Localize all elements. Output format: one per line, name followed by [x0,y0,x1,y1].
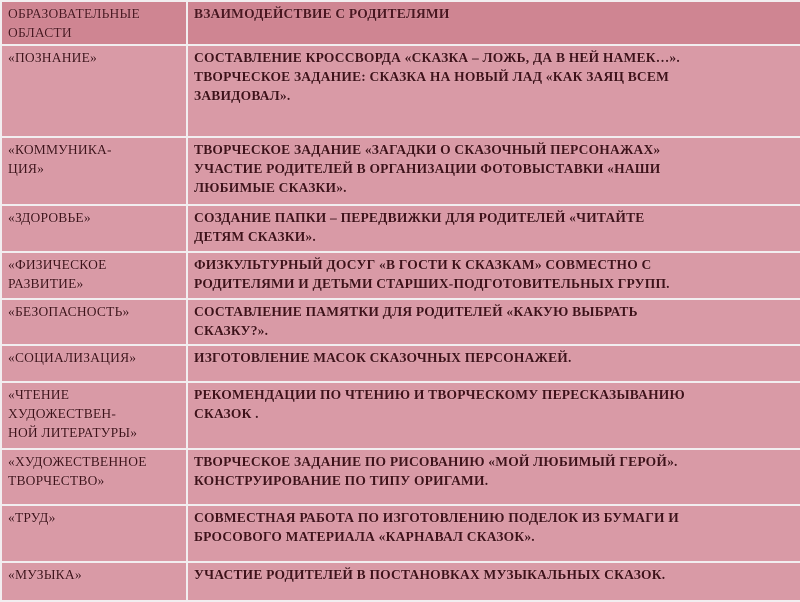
table-row [1,449,800,505]
area-line: РАЗВИТИЕ» [8,276,84,291]
activity-cell [187,382,800,449]
table-row [1,137,800,205]
table-row [1,562,800,601]
area-cell [1,205,187,252]
activity-line: РОДИТЕЛЯМИ И ДЕТЬМИ СТАРШИХ-ПОДГОТОВИТЕЛЬНЫХ ГРУПП. [194,276,670,291]
area-line: «КОММУНИКА- [8,142,112,157]
area-cell [1,299,187,345]
activity-cell [187,345,800,382]
header-parents-cell [187,1,800,45]
table-row [1,45,800,137]
area-line: ХУДОЖЕСТВЕН- [8,406,117,421]
area-cell [1,345,187,382]
activity-line: УЧАСТИЕ РОДИТЕЛЕЙ В ПОСТАНОВКАХ МУЗЫКАЛЬНЫХ СКАЗОК. [194,567,666,582]
area-line: ЦИЯ» [8,161,45,176]
activity-cell [187,205,800,252]
activity-line: СОВМЕСТНАЯ РАБОТА ПО ИЗГОТОВЛЕНИЮ ПОДЕЛОК ИЗ БУМАГИ И [194,510,679,525]
area-cell [1,45,187,137]
activity-line: ТВОРЧЕСКОЕ ЗАДАНИЕ «ЗАГАДКИ О СКАЗОЧНЫЙ ПЕРСОНАЖАХ» [194,142,661,157]
area-cell [1,137,187,205]
table-header-row [1,1,800,45]
area-line: «ЧТЕНИЕ [8,387,70,402]
activity-cell [187,299,800,345]
activity-line: СОСТАВЛЕНИЕ КРОССВОРДА «СКАЗКА – ЛОЖЬ, ДА В НЕЙ НАМЕК…». [194,50,680,65]
area-line: НОЙ ЛИТЕРАТУРЫ» [8,425,138,440]
activity-line: ДЕТЯМ СКАЗКИ». [194,229,316,244]
area-line: «МУЗЫКА» [8,567,82,582]
area-line: «ФИЗИЧЕСКОЕ [8,257,107,272]
area-cell [1,252,187,299]
header-areas-cell [1,1,187,45]
activity-line: УЧАСТИЕ РОДИТЕЛЕЙ В ОРГАНИЗАЦИИ ФОТОВЫСТАВКИ «НАШИ [194,161,661,176]
area-line: «СОЦИАЛИЗАЦИЯ» [8,350,137,365]
activity-cell [187,45,800,137]
activity-line: СОСТАВЛЕНИЕ ПАМЯТКИ ДЛЯ РОДИТЕЛЕЙ «КАКУЮ ВЫБРАТЬ [194,304,638,319]
activity-cell [187,252,800,299]
area-line: «ПОЗНАНИЕ» [8,50,98,65]
area-cell [1,562,187,601]
area-line: «ТРУД» [8,510,56,525]
table-row [1,205,800,252]
activity-line: ИЗГОТОВЛЕНИЕ МАСОК СКАЗОЧНЫХ ПЕРСОНАЖЕЙ. [194,350,572,365]
activity-cell [187,562,800,601]
activity-line: РЕКОМЕНДАЦИИ ПО ЧТЕНИЮ И ТВОРЧЕСКОМУ ПЕРЕСКАЗЫВАНИЮ [194,387,685,402]
area-cell [1,382,187,449]
activity-cell [187,505,800,562]
header-parents-line: ВЗАИМОДЕЙСТВИЕ С РОДИТЕЛЯМИ [194,6,450,21]
table-row [1,299,800,345]
table-row [1,382,800,449]
area-line: «БЕЗОПАСНОСТЬ» [8,304,130,319]
header-areas-line: ОБРАЗОВАТЕЛЬНЫЕ [8,6,140,21]
activity-cell [187,449,800,505]
activity-line: БРОСОВОГО МАТЕРИАЛА «КАРНАВАЛ СКАЗОК». [194,529,535,544]
table-row [1,505,800,562]
activity-line: СКАЗКУ?». [194,323,269,338]
activity-line: ЛЮБИМЫЕ СКАЗКИ». [194,180,347,195]
header-areas-line: ОБЛАСТИ [8,25,72,40]
activity-cell [187,137,800,205]
activity-line: ФИЗКУЛЬТУРНЫЙ ДОСУГ «В ГОСТИ К СКАЗКАМ» СОВМЕСТНО С [194,257,652,272]
area-line: «ЗДОРОВЬЕ» [8,210,91,225]
table-row [1,345,800,382]
activity-line: КОНСТРУИРОВАНИЕ ПО ТИПУ ОРИГАМИ. [194,473,489,488]
area-line: ТВОРЧЕСТВО» [8,473,105,488]
activity-line: ТВОРЧЕСКОЕ ЗАДАНИЕ: СКАЗКА НА НОВЫЙ ЛАД «КАК ЗАЯЦ ВСЕМ [194,69,670,84]
activity-line: ТВОРЧЕСКОЕ ЗАДАНИЕ ПО РИСОВАНИЮ «МОЙ ЛЮБИМЫЙ ГЕРОЙ». [194,454,678,469]
area-cell [1,449,187,505]
activity-line: СКАЗОК . [194,406,259,421]
activity-line: ЗАВИДОВАЛ». [194,88,291,103]
activity-line: СОЗДАНИЕ ПАПКИ – ПЕРЕДВИЖКИ ДЛЯ РОДИТЕЛЕЙ «ЧИТАЙТЕ [194,210,645,225]
area-line: «ХУДОЖЕСТВЕННОЕ [8,454,147,469]
table-row [1,252,800,299]
area-cell [1,505,187,562]
